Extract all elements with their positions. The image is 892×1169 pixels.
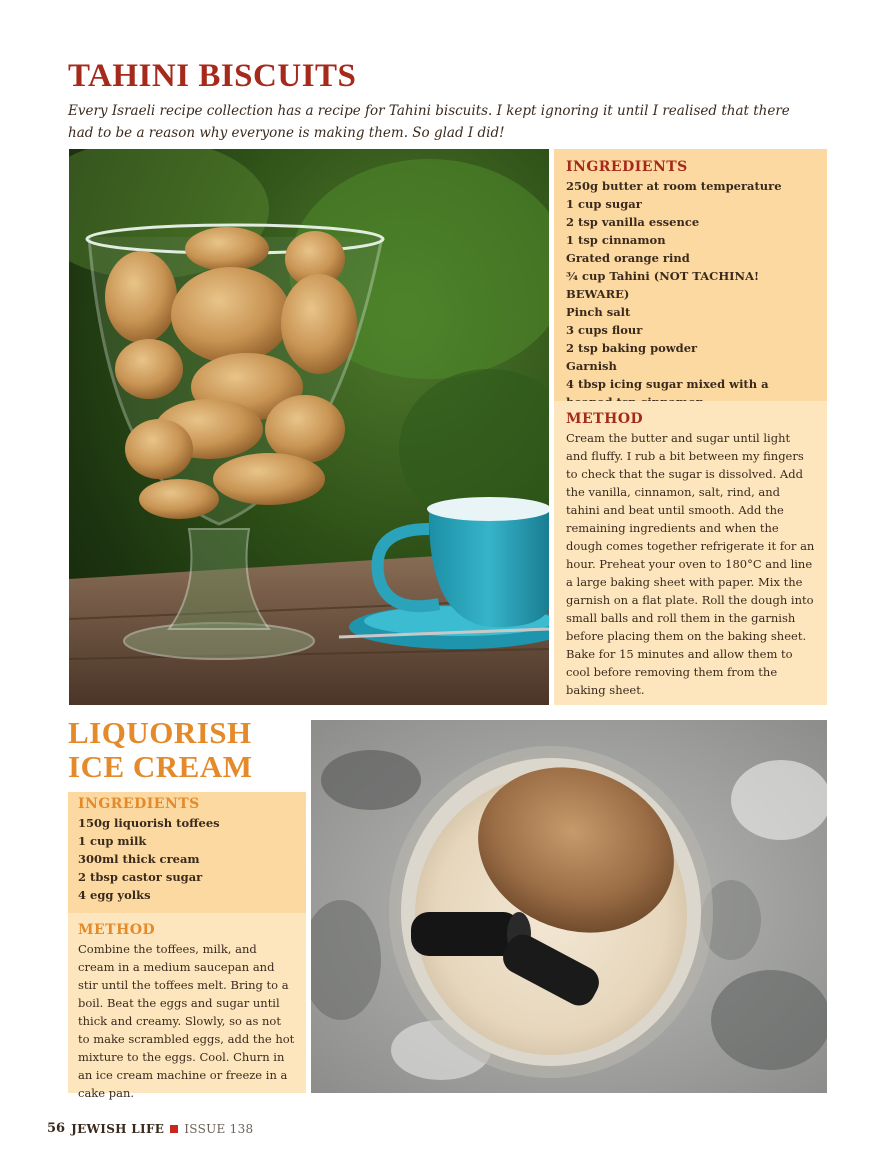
list-item: 300ml thick cream [78,852,200,866]
list-item: 2 tbsp castor sugar [78,870,203,884]
list-item: Grated orange rind [566,251,690,265]
ingredients-heading: INGREDIENTS [566,159,688,175]
list-item: 250g butter at room temperature [566,179,782,193]
list-item: 1 cup milk [78,834,147,848]
list-item: Garnish [566,359,617,373]
method-text [566,429,815,699]
list-item: 2 tsp baking powder [566,341,698,355]
recipe-intro: Every Israeli recipe collection has a recipe for Tahini biscuits. I kept ignoring it until I realised that there had to be a reason why everyone is making them. So glad I did! [68,103,790,141]
page-number: 56 [47,1121,66,1136]
ingredients-list [566,177,815,411]
method-heading: METHOD [566,411,644,427]
ice-cream-illustration [311,720,827,1093]
ingredients-box-tahini [554,149,827,401]
page-footer [47,1121,253,1136]
magazine-name: JEWISH LIFE [71,1121,165,1136]
list-item: ¾ cup Tahini (NOT TACHINA! BEWARE) [566,269,760,301]
photo-liquorish-ice-cream [311,720,827,1093]
ingredients-box-ice-cream [68,792,306,913]
method-box-ice-cream [68,913,306,1100]
method-box-tahini [554,401,827,705]
list-item: 1 cup sugar [566,197,642,211]
method-paragraph: Cream the butter and sugar until light and fluffy. I rub a bit between my fingers to check that the sugar is dissolved. Add the vanilla, cinnamon, salt, rind, and tahini and beat until smooth. Add the remaining ingredients and when the dough comes together refrigerate it for an hour. Preheat your oven to 180°C and line a large baking sheet with paper. Mix the garnish on a flat plate. Roll the dough into small balls and roll them in the garnish before placing them on the baking sheet. [566,431,815,643]
list-item: Pinch salt [566,305,631,319]
recipe-title-liquorish-ice-cream [68,716,308,784]
title-line-1: LIQUORISH [68,715,252,750]
list-item: 150g liquorish toffees [78,816,220,830]
red-square-icon [170,1125,178,1133]
method-text [78,940,296,1102]
ingredients-list [78,814,296,904]
issue-number: ISSUE 138 [184,1121,254,1136]
list-item: 4 tbsp icing sugar mixed with a [566,377,769,391]
list-item: 4 egg yolks [78,888,151,902]
ingredients-heading: INGREDIENTS [78,796,200,812]
method-heading: METHOD [78,922,156,938]
method-paragraph: Combine the toffees, milk, and cream in a medium saucepan and stir until the toffees melt. Bring to a boil. Beat the eggs and sugar until thick and creamy. Slowly, so as not to make scrambled eggs, add the hot mixture to the eggs. Cool. Churn in an ice cream machine or freeze in a cake pan. [78,942,295,1100]
biscuits-illustration [69,149,549,705]
list-item: 3 cups flour [566,323,643,337]
recipe-title-tahini-biscuits: TAHINI BISCUITS [68,58,357,94]
title-line-2: ICE CREAM [68,749,253,784]
list-item: 2 tsp vanilla essence [566,215,700,229]
list-item: 1 tsp cinnamon [566,233,666,247]
method-paragraph: Bake for 15 minutes and allow them to cool before removing them from the baking sheet. [566,647,793,697]
photo-tahini-biscuits [69,149,549,705]
